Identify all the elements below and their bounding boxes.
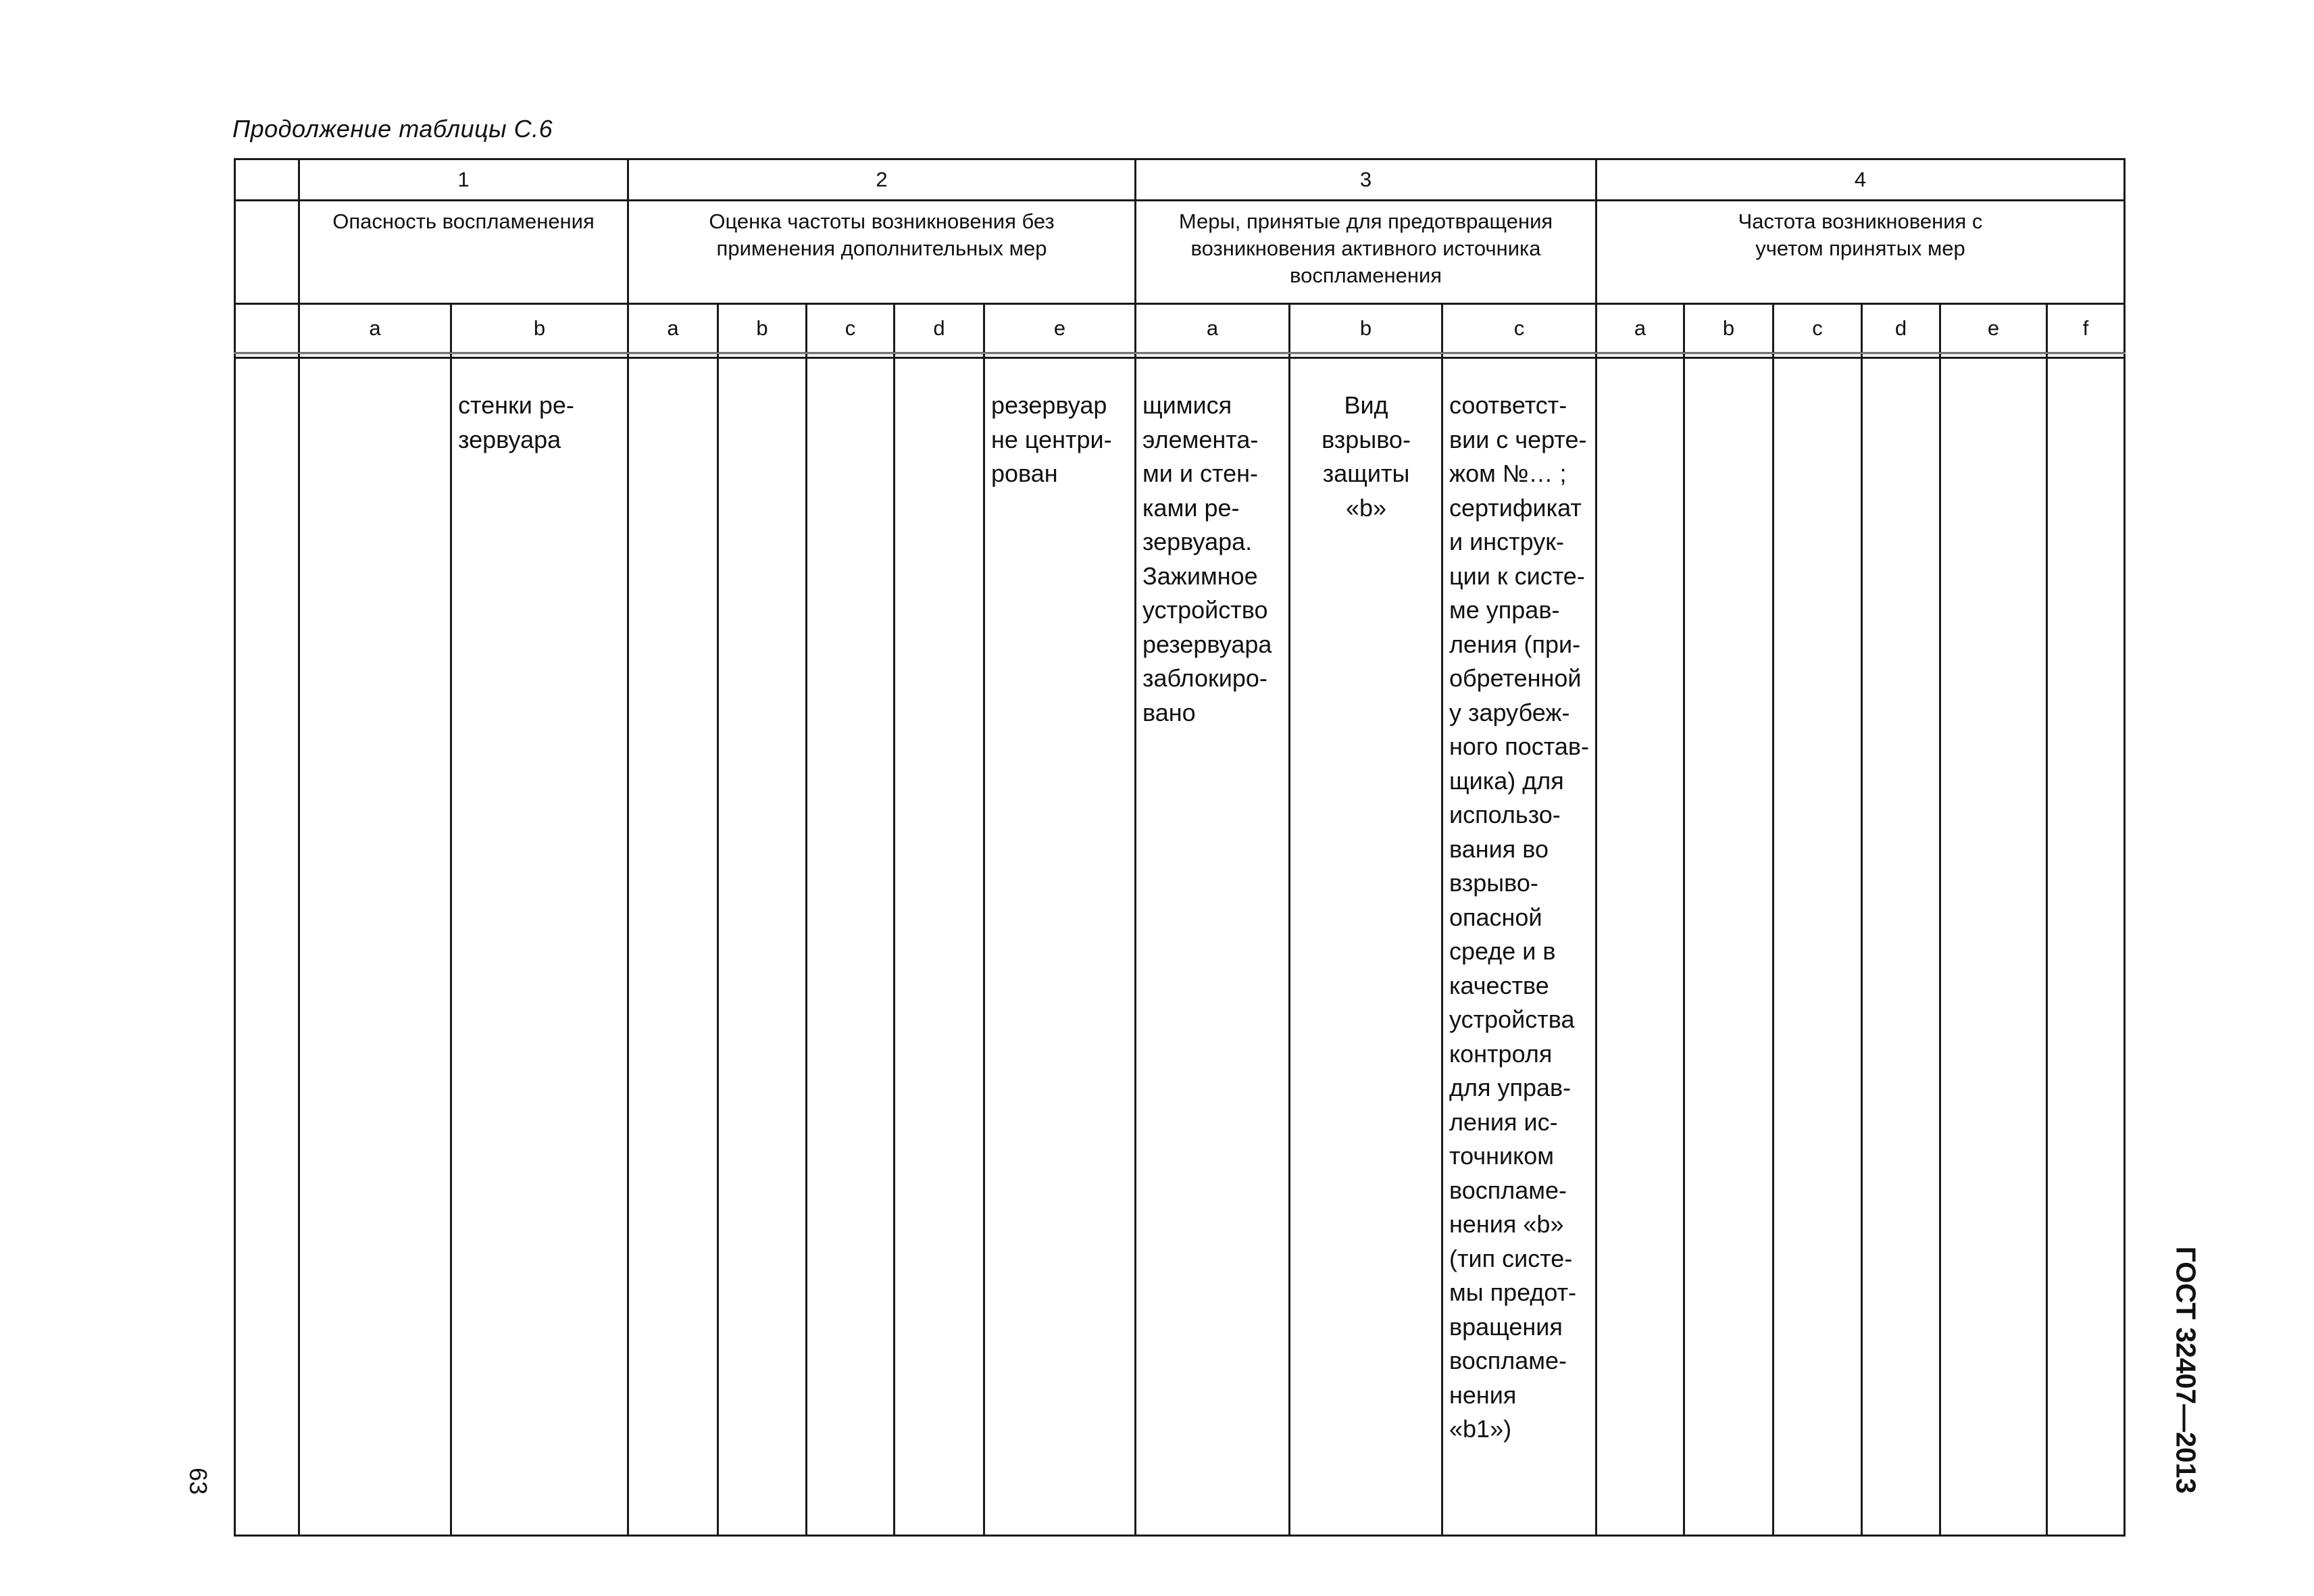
cell-g2-a (628, 358, 718, 1536)
cell-text-line: «b1») (1449, 1415, 1512, 1443)
group-title: Оценка частоты возникновения без применения дополнительных мер (628, 201, 1136, 304)
group-title: Опасность воспламенения (299, 201, 628, 304)
cell-text-line: для управ- (1449, 1074, 1571, 1101)
sub-column-label: c (1774, 304, 1862, 353)
cell-text-line: заблокиро- (1142, 664, 1267, 692)
table-caption: Продолжение таблицы С.6 (232, 115, 553, 143)
cell-text-line: у зарубеж- (1449, 698, 1570, 726)
group-number-row (235, 159, 2125, 201)
cell-text-line: ления ис- (1449, 1107, 1558, 1136)
group-number: 1 (299, 159, 628, 201)
group-title: Частота возникновения с учетом принятых мер (1596, 201, 2125, 304)
sub-column-label: b (1684, 304, 1774, 353)
cell-g2-e (984, 358, 1136, 1536)
group-title-row (235, 201, 2125, 304)
cell-text-line: использо- (1449, 801, 1561, 828)
cell-text-line: защиты (1322, 459, 1410, 487)
group-number: 2 (628, 159, 1136, 201)
cell-text-line: сертификат (1449, 493, 1582, 522)
cell-text-line: стенки ре- (458, 391, 574, 419)
cell-g4-c (1774, 358, 1862, 1536)
cell-text-line: Зажимное (1142, 562, 1258, 590)
cell-text-line: воспламе- (1449, 1347, 1567, 1374)
cell-text-line: устройство (1142, 596, 1268, 624)
cell-text-line: рован (991, 459, 1058, 487)
cell-text-line: нения «b» (1449, 1210, 1564, 1238)
cell-text-line: ного постав- (1449, 732, 1590, 760)
cell-text-line: элемента- (1142, 425, 1259, 453)
sub-column-label: d (895, 304, 984, 353)
sub-column-label: c (807, 304, 895, 353)
sub-column-label: a (628, 304, 718, 353)
sub-column-label: e (984, 304, 1136, 353)
cell-text-line: вания во (1449, 834, 1549, 863)
cell-text-line: (тип систе- (1449, 1244, 1573, 1272)
cell-text-line: «b» (1345, 493, 1387, 522)
cell-text-line: ками ре- (1142, 493, 1240, 522)
cell-g4-e (1940, 358, 2047, 1536)
cell-g2-c (807, 358, 895, 1536)
group-title: Меры, принятые для предотвращения возникновения активного источника воспламенения (1136, 201, 1596, 304)
cell-text-line: нения (1449, 1380, 1517, 1409)
cell-text-line: вано (1142, 698, 1196, 726)
sub-column-label: f (2047, 304, 2125, 353)
sub-column-label: b (451, 304, 628, 353)
cell-text-line: щимися (1142, 391, 1232, 419)
cell-g1-b (451, 358, 628, 1536)
cell-text-line: щика) для (1449, 766, 1564, 795)
cell-text-line: резервуар (991, 391, 1107, 419)
page-number-text: 63 (184, 1467, 212, 1495)
sub-column-label: a (299, 304, 451, 353)
document-code (2162, 1246, 2209, 1494)
cell-g4-d (1862, 358, 1940, 1536)
cell-text-line: устройства (1449, 1005, 1575, 1033)
group-number: 3 (1136, 159, 1596, 201)
cell-text-line: обретенной (1449, 664, 1582, 692)
hazard-table (234, 158, 2126, 1537)
cell-text-line: мы предот- (1449, 1278, 1577, 1306)
cell-g2-d (895, 358, 984, 1536)
cell-text-line: соответст- (1449, 391, 1567, 419)
page-number (181, 1461, 215, 1501)
cell-g1-a (299, 358, 451, 1536)
cell-text-line: контроля (1449, 1039, 1553, 1068)
cell-text-line: и инструк- (1449, 528, 1564, 555)
sub-column-label: d (1862, 304, 1940, 353)
cell-text-line: ме управ- (1449, 596, 1560, 624)
cell-text-line: воспламе- (1449, 1176, 1567, 1204)
sub-column-label: a (1136, 304, 1290, 353)
blank-cell (235, 304, 299, 353)
blank-cell (235, 159, 299, 201)
cell-text-line: взрыво- (1322, 425, 1411, 453)
table-row (235, 358, 2125, 1536)
group-number: 4 (1596, 159, 2125, 201)
cell-text-line: жом №… ; (1449, 459, 1567, 487)
cell-text-line: зервуара. (1142, 528, 1253, 555)
cell-text-line: зервуара (458, 425, 561, 453)
cell-text-line: качестве (1449, 971, 1549, 999)
cell-text-line: опасной (1449, 903, 1542, 931)
cell-text-line: резервуара (1142, 630, 1272, 658)
cell-g4-b (1684, 358, 1774, 1536)
cell-g3-c (1442, 358, 1596, 1536)
blank-cell (235, 201, 299, 304)
cell-text-line: ции к систе- (1449, 562, 1585, 590)
cell-text-line: вии с черте- (1449, 425, 1587, 453)
cell-g2-b (718, 358, 807, 1536)
separator-row (235, 353, 2125, 358)
document-code-text: ГОСТ 32407—2013 (2170, 1246, 2202, 1494)
sub-column-label: c (1442, 304, 1596, 353)
cell-text-line: ления (при- (1449, 630, 1581, 658)
cell-text-line: взрыво- (1449, 869, 1538, 897)
cell-g3-a (1136, 358, 1290, 1536)
cell-g3-b (1290, 358, 1442, 1536)
cell-text-line: точником (1449, 1142, 1555, 1170)
cell-text-line: среде и в (1449, 937, 1556, 965)
cell-text-line: не центри- (991, 425, 1112, 453)
sub-column-label: e (1940, 304, 2047, 353)
cell-text-line: ми и стен- (1142, 459, 1258, 487)
sub-column-label: b (1290, 304, 1442, 353)
sub-column-label: b (718, 304, 807, 353)
cell-g4-f (2047, 358, 2125, 1536)
blank-cell (235, 358, 299, 1536)
cell-text-line: вращения (1449, 1312, 1563, 1341)
sub-column-row (235, 304, 2125, 353)
cell-text-line: Вид (1344, 391, 1388, 419)
sub-column-label: a (1596, 304, 1684, 353)
cell-g4-a (1596, 358, 1684, 1536)
